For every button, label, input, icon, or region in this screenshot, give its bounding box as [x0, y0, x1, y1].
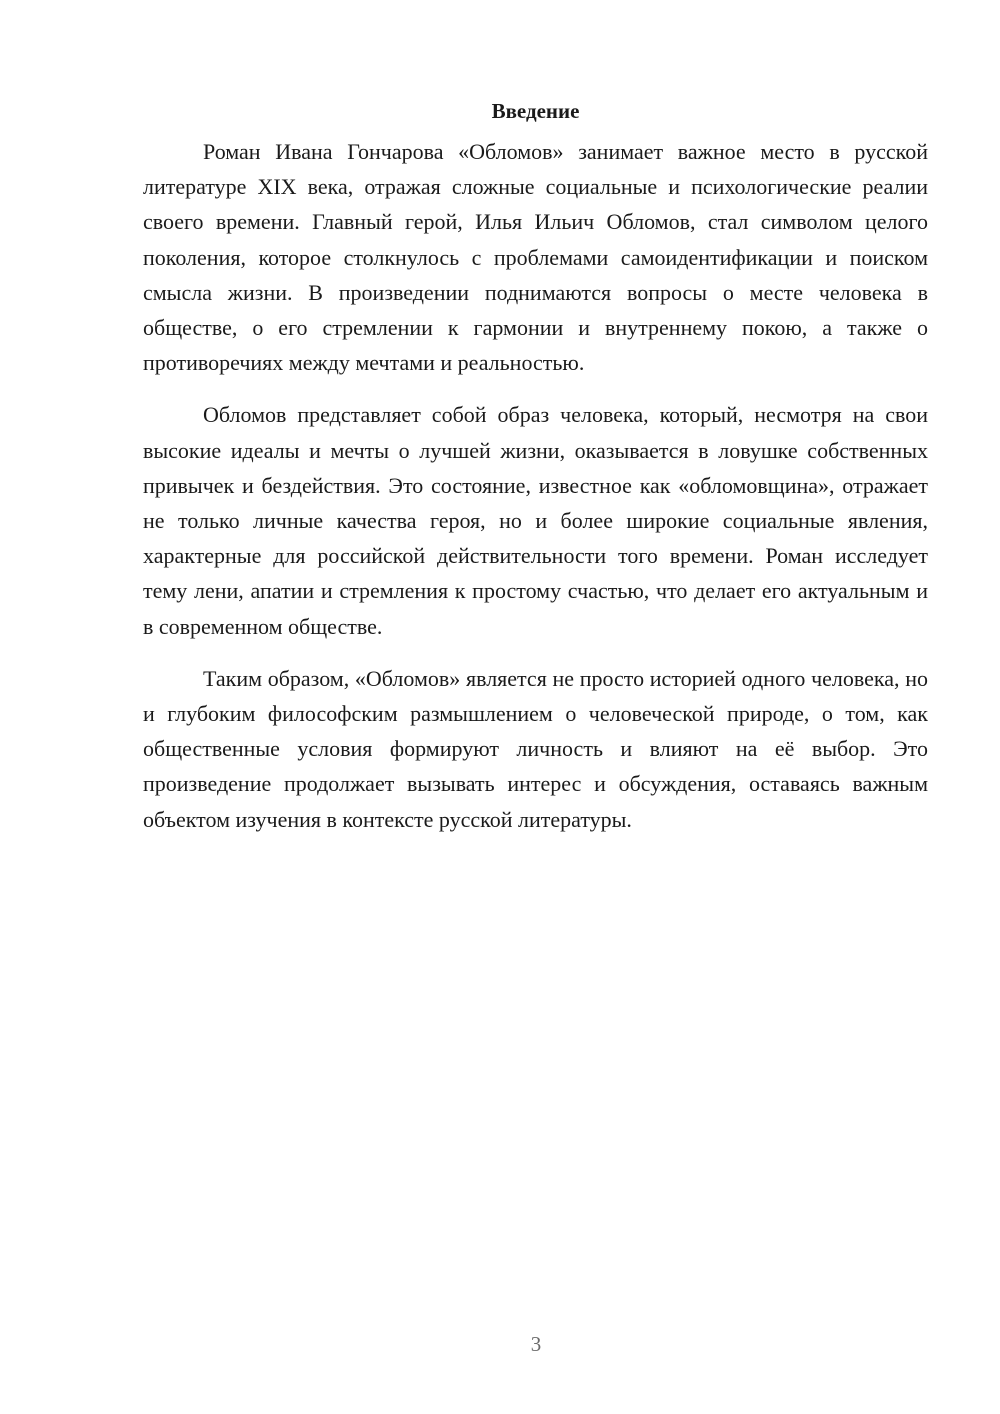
page-number: 3	[530, 1332, 542, 1356]
section-title: Введение	[491, 99, 580, 123]
paragraph-1: Роман Ивана Гончарова «Обломов» занимает важное место в русской литературе XIX века, отражая сложные социальные и психологические реалии своего времени. Главный герой, Илья Ильич Обломов, стал символом целого поколения, которое столкнулось с проблемами самоидентификации и поиском смысла жизни. В произведении поднимаются вопросы о месте человека в обществе, о его стремлении к гармонии и внутреннему покою, а также о противоречиях между мечтами и реальностью.	[143, 139, 928, 376]
paragraph-2: Обломов представляет собой образ человека, который, несмотря на свои высокие идеалы и мечты о лучшей жизни, оказывается в ловушке собственных привычек и бездействия. Это состояние, известное как «обломовщина», отражает не только личные качества героя, но и более широкие социальные явления, характерные для российской действительности того времени. Роман исследует тему лени, апатии и стремления к простому счастью, что делает его актуальным и в современном обществе.	[143, 402, 928, 639]
paragraph-3: Таким образом, «Обломов» является не просто историей одного человека, но и глубоким философским размышлением о человеческой природе, о том, как общественные условия формируют личность и влияют на её выбор. Это произведение продолжает вызывать интерес и обсуждения, оставаясь важным объектом изучения в контексте русской литературы.	[143, 665, 928, 832]
page-content	[143, 94, 928, 854]
